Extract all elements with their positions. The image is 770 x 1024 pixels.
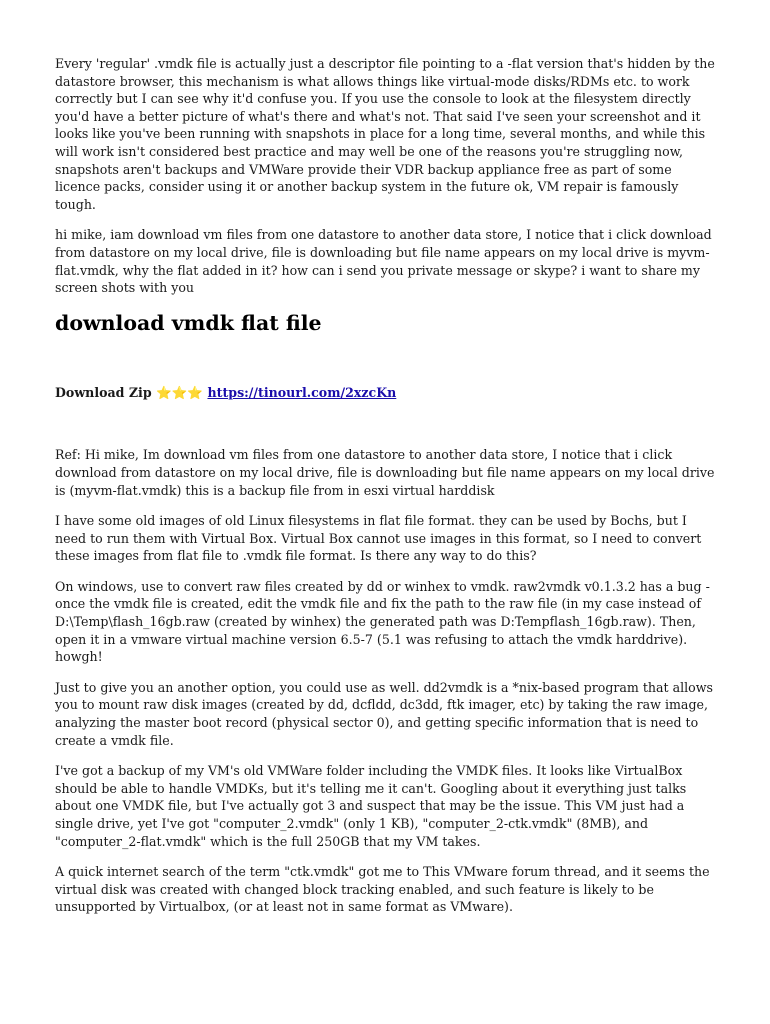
paragraph-question-flat-name: hi mike, iam download vm files from one datastore to another data store, I notice that i click download from datastore on my local drive, file is downloading but file name appears on my local drive is myvm-flat.vmdk, why the flat added in it? how can i send you private message or skype? i want to share my screen shots with you bbox=[55, 227, 712, 296]
paragraph-dd2vmdk: Just to give you an another option, you could use as well. dd2vmdk is a *nix-based program that allows you to mount raw disk images (created by dd, dcfldd, dc3dd, ftk imager, etc) by taking the raw image, analyzing the master boot record (physical sector 0), and getting specific information that is need to create a vmdk file. bbox=[55, 679, 714, 748]
paragraph-vm-backup: I've got a backup of my VM's old VMWare folder including the VMDK files. It looks like VirtualBox should be able to handle VMDKs, but it's telling me it can't. Googling about it everything just talks about one VMDK file, but I've actually got 3 and suspect that may be the issue. This VM just had a single drive, yet I've got "computer_2.vmdk" (only 1 KB), "computer_2-ctk.vmdk" (8MB), and "computer_2-flat.vmdk" which is the full 250GB that my VM takes. bbox=[55, 763, 687, 849]
paragraph-descriptor-explanation: Every 'regular' .vmdk file is actually just a descriptor file pointing to a -flat version that's hidden by the datastore browser, this mechanism is what allows things like virtual-mode disks/RDMs etc. to work correctly but I can see why it'd confuse you. If you use the console to look at the filesystem directly you'd have a better picture of what's there and what's not. That said I've seen your screenshot and it looks like you've been running with snapshots in place for a long time, several months, and while this will work isn't considered best practice and may well be one of the reasons you're struggling now, snapshots aren't backups and VMWare provide their VDR backup appliance free as part of some licence packs, consider using it or another backup system in the future ok, VM repair is famously tough. bbox=[55, 56, 715, 212]
document-page bbox=[55, 55, 717, 929]
download-label: Download Zip bbox=[55, 384, 152, 400]
paragraph-windows-raw2vmdk: On windows, use to convert raw files created by dd or winhex to vmdk. raw2vmdk v0.1.3.2 has a bug - once the vmdk file is created, edit the vmdk file and fix the path to the raw file (in my case instead of D:\Temp\flash_16gb.raw (created by winhex) the generated path was D:Tempflash_16gb.raw). Then, open it in a vmware virtual machine version 6.5-7 (5.1 was refusing to attach the vmdk harddrive). howgh! bbox=[55, 578, 710, 665]
download-arrows: ⭐⭐⭐ bbox=[156, 384, 204, 400]
paragraph-ctk-vmdk: A quick internet search of the term "ctk.vmdk" got me to This VMware forum thread, and it seems the virtual disk was created with changed block tracking enabled, and such feature is likely to be unsupported by Virtualbox, (or at least not in same format as VMware). bbox=[55, 864, 710, 915]
spacer bbox=[55, 401, 717, 446]
download-line bbox=[55, 384, 717, 402]
paragraph-old-images: I have some old images of old Linux filesystems in flat file format. they can be used by Bochs, but I need to run them with Virtual Box. Virtual Box cannot use images in this format, so I need to convert these images from flat file to .vmdk file format. Is there any way to do this? bbox=[55, 513, 702, 564]
page-title: download vmdk flat file bbox=[55, 310, 322, 335]
paragraph-ref: Ref: Hi mike, Im download vm files from one datastore to another data store, I notice that i click download from datastore on my local drive, file is downloading but file name appears on my local drive is (myvm-flat.vmdk) this is a backup file from in esxi virtual harddisk bbox=[55, 447, 715, 498]
download-link[interactable]: https://tinourl.com/2xzcKn bbox=[207, 384, 397, 400]
